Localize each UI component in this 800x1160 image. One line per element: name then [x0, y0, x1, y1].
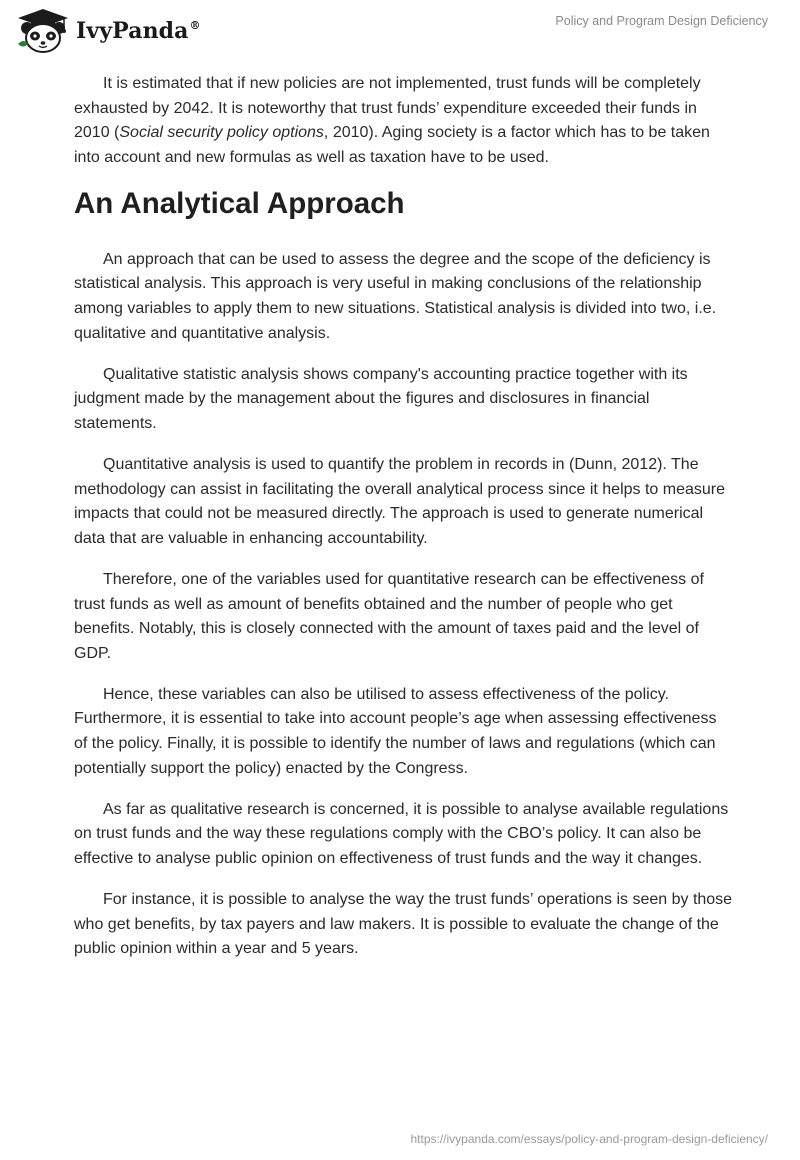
panda-mascot-icon: [14, 8, 72, 54]
paragraph-qualitative: Qualitative statistic analysis shows company's accounting practice together with its judgment made by the management about the figures and disclosures in financial statements.: [74, 365, 688, 432]
header: [0, 0, 800, 60]
citation-title: Social security policy options: [119, 124, 324, 142]
ivypanda-logo[interactable]: [14, 8, 201, 54]
source-url[interactable]: https://ivypanda.com/essays/policy-and-program-design-deficiency/: [410, 1132, 768, 1146]
paragraph-variables: Therefore, one of the variables used for quantitative research can be effectiveness of trust funds as well as amount of benefits obtained and the number of people who get benefits. Notably, this is closely connected with the amount of taxes paid and the level of GDP.: [74, 570, 704, 662]
essay-content: [74, 72, 734, 978]
document-title: Policy and Program Design Deficiency: [555, 14, 768, 28]
paragraph-trust-funds: It is estimated that if new policies are not implemented, trust funds will be completely exhausted by 2042. It is noteworthy that trust funds’ expenditure exceeded their funds in 2010 (Social security policy options, 2010). Aging society is a factor which has to be taken into account and new formulas as well as taxation have to be used.: [74, 75, 710, 166]
paragraph-qualitative-research: As far as qualitative research is concerned, it is possible to analyse available regulations on trust funds and the way these regulations comply with the CBO’s policy. It can also be effective to analyse public opinion on effectiveness of trust funds and the way it changes.: [74, 800, 729, 867]
paragraph-quantitative: Quantitative analysis is used to quantify the problem in records in (Dunn, 2012). The methodology can assist in facilitating the overall analytical process since it helps to measure impacts that could not be measured directly. The approach is used to generate numerical data that are valuable in enhancing accountability.: [74, 456, 725, 547]
paragraph-statistical-analysis: An approach that can be used to assess the degree and the scope of the deficiency is statistical analysis. This approach is very useful in making conclusions of the relationship among variables to apply them to new situations. Statistical analysis is divided into two, i.e. qualitative and quantitative analysis.: [74, 250, 717, 342]
paragraph-public-opinion: For instance, it is possible to analyse the way the trust funds’ operations is seen by those who get benefits, by tax payers and law makers. It is possible to evaluate the change of the public opinion within a year and 5 years.: [74, 890, 733, 958]
paragraph-policy-effectiveness: Hence, these variables can also be utilised to assess effectiveness of the policy. Furthermore, it is essential to take into account people’s age when assessing effectiveness of the policy. Finally, it is possible to identify the number of laws and regulations (which can potentially support the policy) enacted by the Congress.: [74, 685, 717, 777]
registered-mark: ®: [189, 19, 201, 32]
brand-name: IvyPanda®: [76, 18, 201, 44]
section-heading: An Analytical Approach: [74, 186, 405, 220]
